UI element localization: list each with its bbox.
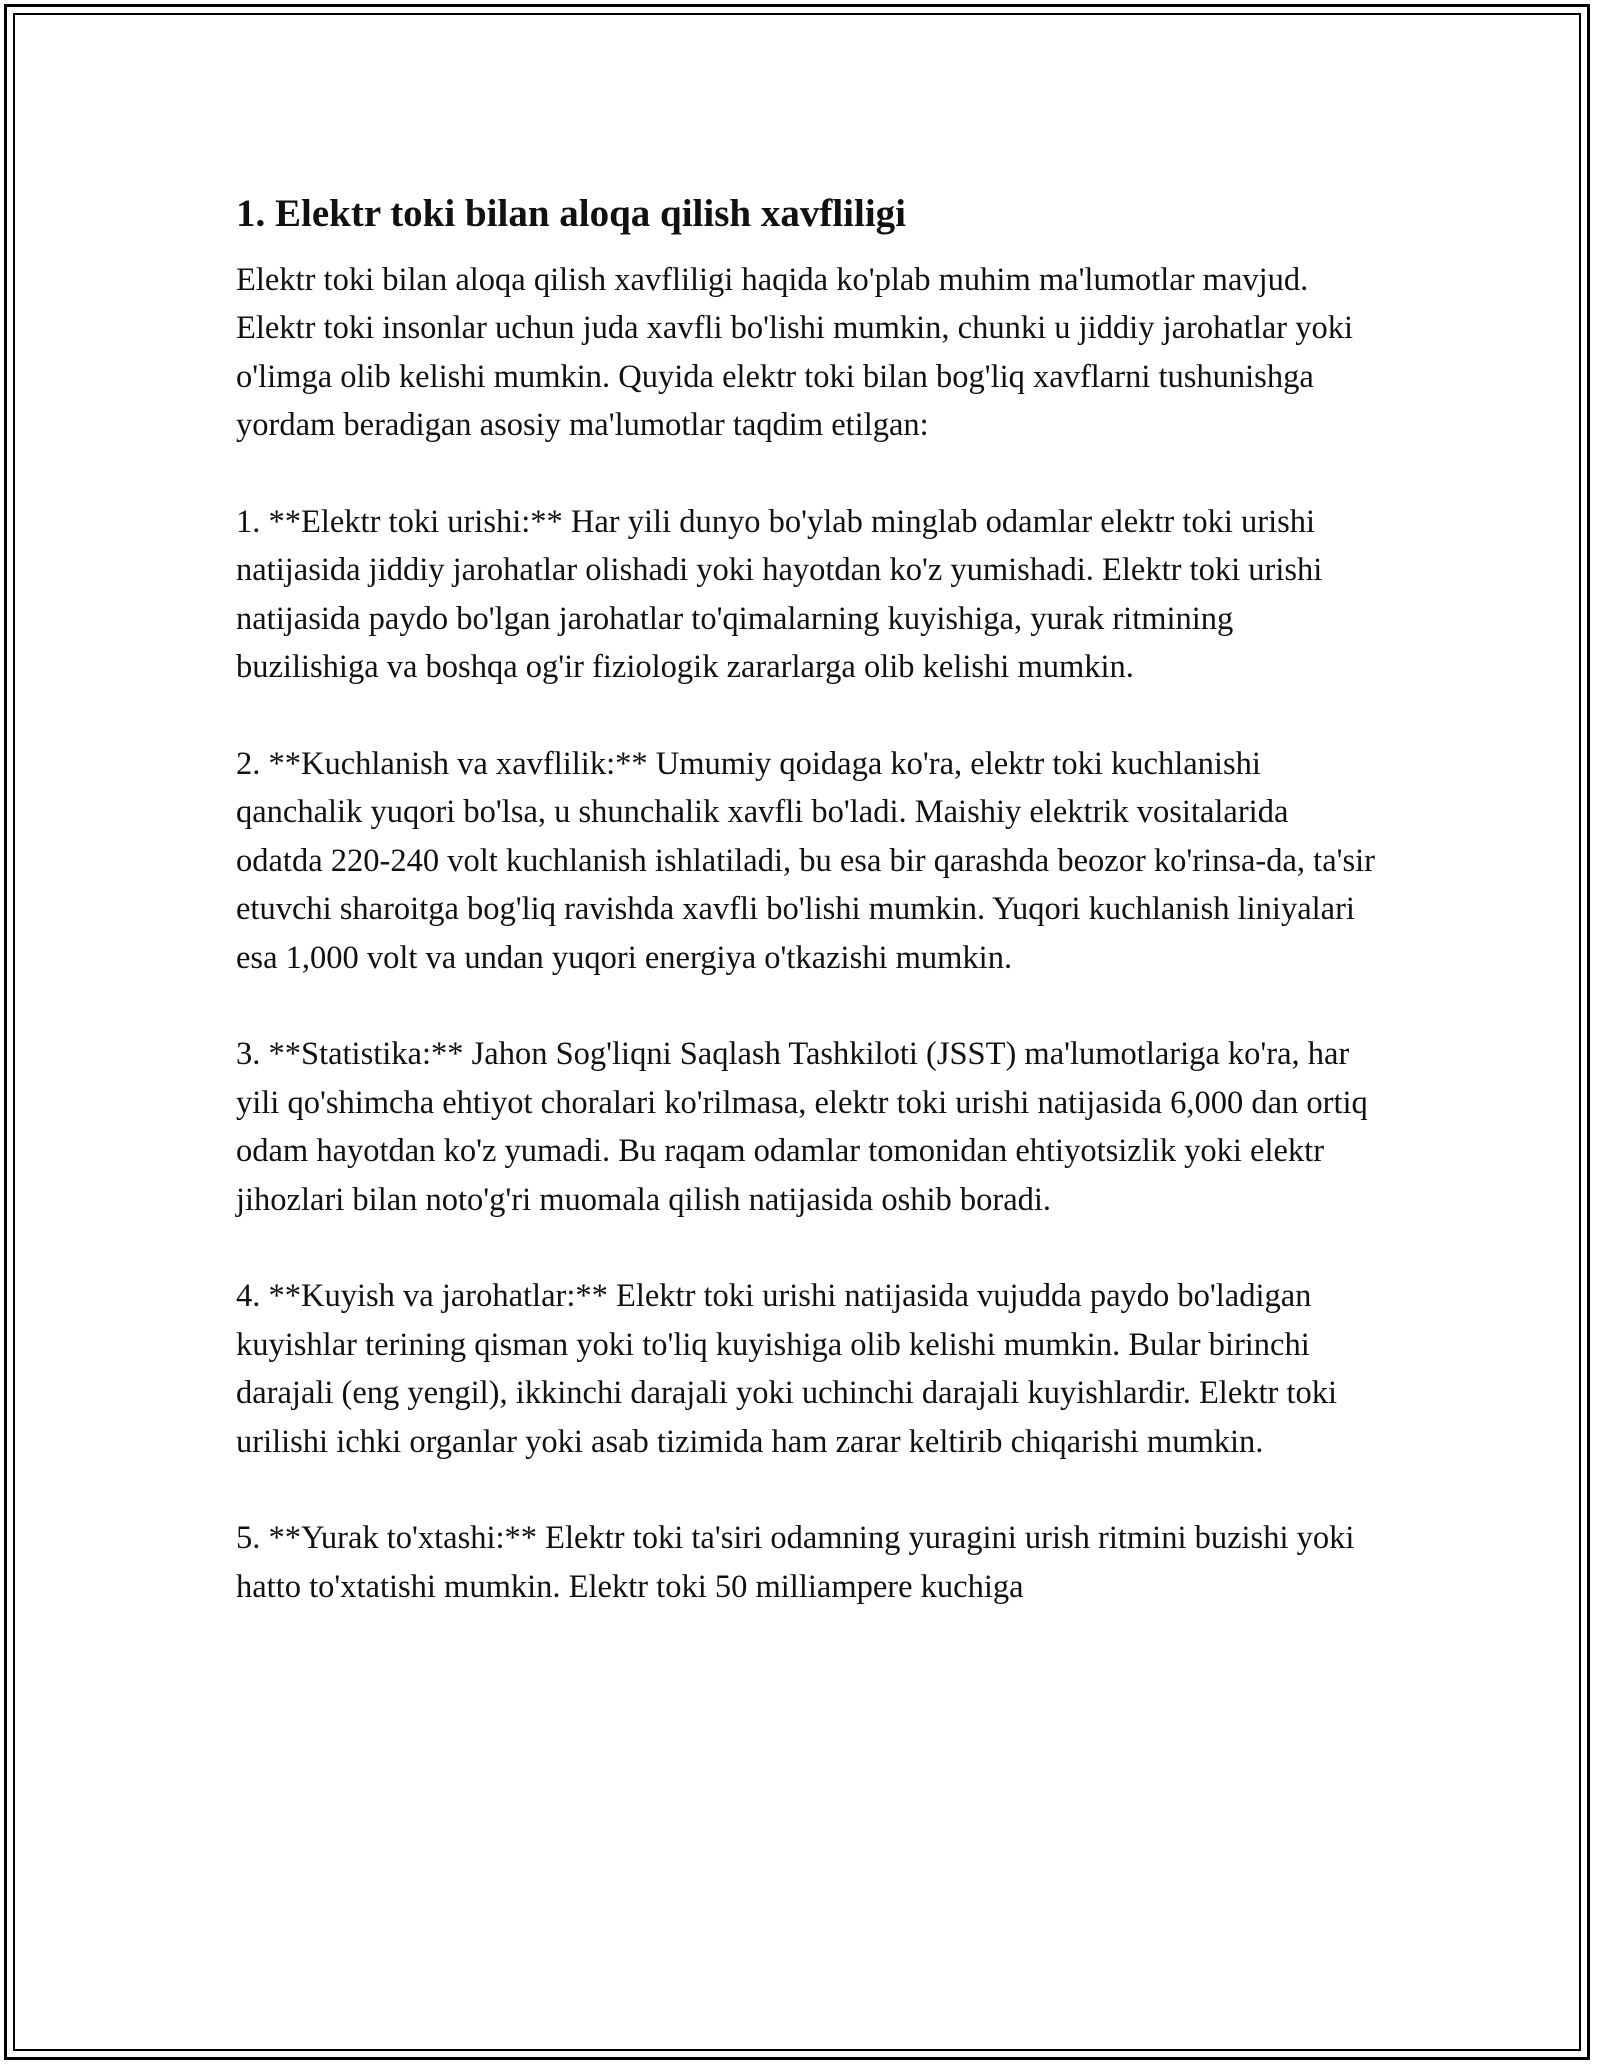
item-voltage-danger: 2. **Kuchlanish va xavflilik:** Umumiy qoidaga ko'ra, elektr toki kuchlanishi qanchalik yuqori bo'lsa, u shunchalik xavfli bo'ladi. Maishiy elektrik vositalarida odatda 220-240 volt kuchlanish ishlatiladi, bu esa bir qarashda beozor ko'rinsa-da, ta'sir etuvchi sharoitga bog'liq ravishda xavfli bo'lishi mumkin. Yuqori kuchlanish liniyalari esa 1,000 volt va undan yuqori energiya o'tkazishi mumkin. (236, 746, 1375, 976)
item-burns-injuries: 4. **Kuyish va jarohatlar:** Elektr toki urishi natijasida vujudda paydo bo'ladigan kuyishlar terining qisman yoki to'liq kuyishiga olib kelishi mumkin. Bular birinchi darajali (eng yengil), ikkinchi darajali yoki uchinchi darajali kuyishlardir. Elektr toki urilishi ichki organlar yoki asab tizimida ham zarar keltirib chiqarishi mumkin. (236, 1278, 1338, 1460)
intro-paragraph: Elektr toki bilan aloqa qilish xavfliligi haqida ko'plab muhim ma'lumotlar mavjud. Elektr toki insonlar uchun juda xavfli bo'lishi mumkin, chunki u jiddiy jarohatlar yoki o'limga olib kelishi mumkin. Quyida elektr toki bilan bog'liq xavflarni tushunishga yordam beradigan asosiy ma'lumotlar taqdim etilgan: (236, 262, 1353, 444)
item-electric-shock: 1. **Elektr toki urishi:** Har yili dunyo bo'ylab minglab odamlar elektr toki urishi natijasida jiddiy jarohatlar olishadi yoki hayotdan ko'z yumishadi. Elektr toki urishi natijasida paydo bo'lgan jarohatlar to'qimalarning kuyishiga, yurak ritmining buzilishiga va boshqa og'ir fiziologik zararlarga olib kelishi mumkin. (236, 504, 1323, 686)
item-cardiac-arrest: 5. **Yurak to'xtashi:** Elektr toki ta'siri odamning yuragini urish ritmini buzishi yoki hatto to'xtatishi mumkin. Elektr toki 50 milliampere kuchiga (236, 1520, 1355, 1605)
item-statistics: 3. **Statistika:** Jahon Sog'liqni Saqlash Tashkiloti (JSST) ma'lumotlariga ko'ra, har yili qo'shimcha ehtiyot choralari ko'rilmasa, elektr toki urishi natijasida 6,000 dan ortiq odam hayotdan ko'z yumadi. Bu raqam odamlar tomonidan ehtiyotsizlik yoki elektr jihozlari bilan noto'g'ri muomala qilish natijasida oshib boradi. (236, 1036, 1368, 1218)
section-heading: 1. Elektr toki bilan aloqa qilish xavfliligi (236, 192, 907, 235)
document-body (236, 186, 1376, 1611)
